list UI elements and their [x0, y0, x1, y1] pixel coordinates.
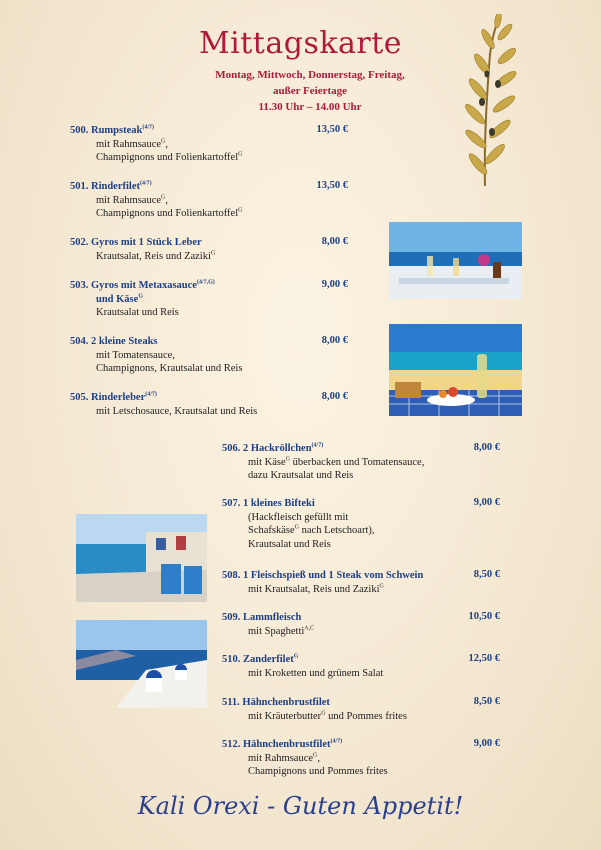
opening-hours: 11.30 Uhr – 14.00 Uhr	[258, 101, 362, 113]
price-511: 8,50 €	[473, 696, 500, 707]
menu-item-511: 511. Hähnchenbrustfilet mit Kräuterbutter$^G$ und Pommes frites	[222, 697, 407, 722]
page-title: Mittagskarte	[198, 26, 403, 61]
price-504: 8,00 €	[321, 335, 348, 346]
price-502: 8,00 €	[321, 236, 348, 247]
price-509: 10,50 €	[468, 611, 500, 622]
price-512: 9,00 €	[473, 738, 500, 749]
price-510: 12,50 €	[468, 653, 500, 664]
beach-table-photo	[389, 324, 522, 416]
footer-greeting: Kali Orexi - Guten Appetit!	[137, 792, 464, 820]
menu-item-501: 501. Rinderfilet$^{(4/7)}$ mit Rahmsauce$^G$, Champignons und Folienkartoffel$^G$	[70, 180, 243, 219]
menu-item-510: 510. Zanderfilet$^G$ mit Kroketten und grünem Salat	[222, 653, 384, 679]
menu-item-503: 503. Gyros mit Metaxasauce$^{(4/7,G)}$ und Käse$^G$ Krautsalat und Reis	[70, 279, 215, 318]
little-venice-photo	[76, 514, 207, 602]
menu-item-507: 507. 1 kleines Bifteki (Hackfleisch gefüllt mit Schafskäse$^G$ nach Letschoart), Krautsalat und Reis	[222, 498, 375, 550]
sea-terrace-photo	[389, 222, 522, 299]
menu-item-500: 500. Rumpsteak$^{(4/7)}$ mit Rahmsauce$^G$, Champignons und Folienkartoffel$^G$	[70, 124, 243, 163]
santorini-photo	[76, 620, 207, 708]
price-500: 13,50 €	[316, 124, 348, 135]
menu-item-504: 504. 2 kleine Steaks mit Tomatensauce, Champignons, Krautsalat und Reis	[70, 336, 243, 374]
olive-branch-illustration	[440, 14, 530, 189]
menu-item-506: 506. 2 Hackröllchen$^{(4/7)}$ mit Käse$^G$ überbacken und Tomatensauce, dazu Krautsalat und Reis	[222, 442, 425, 481]
price-505: 8,00 €	[321, 391, 348, 402]
price-506: 8,00 €	[473, 442, 500, 453]
menu-item-509: 509. Lammfleisch mit Spaghetti$^{A,C}$	[222, 612, 315, 637]
days-line: Montag, Mittwoch, Donnerstag, Freitag,	[215, 69, 405, 81]
menu-item-505: 505. Rinderleber$^{(4/7)}$ mit Letschosauce, Krautsalat und Reis	[70, 391, 258, 417]
price-507: 9,00 €	[473, 497, 500, 508]
holiday-note: außer Feiertage	[272, 85, 348, 97]
price-508: 8,50 €	[473, 569, 500, 580]
menu-item-502: 502. Gyros mit 1 Stück Leber Krautsalat, Reis und Zaziki$^G$	[70, 237, 216, 262]
menu-item-512: 512. Hähnchenbrustfilet$^{(4/7)}$ mit Rahmsauce$^G$, Champignons und Pommes frites	[222, 738, 388, 777]
price-503: 9,00 €	[321, 279, 348, 290]
menu-item-508: 508. 1 Fleischspieß und 1 Steak vom Schwein mit Krautsalat, Reis und Zaziki$^G$	[222, 570, 424, 595]
price-501: 13,50 €	[316, 180, 348, 191]
